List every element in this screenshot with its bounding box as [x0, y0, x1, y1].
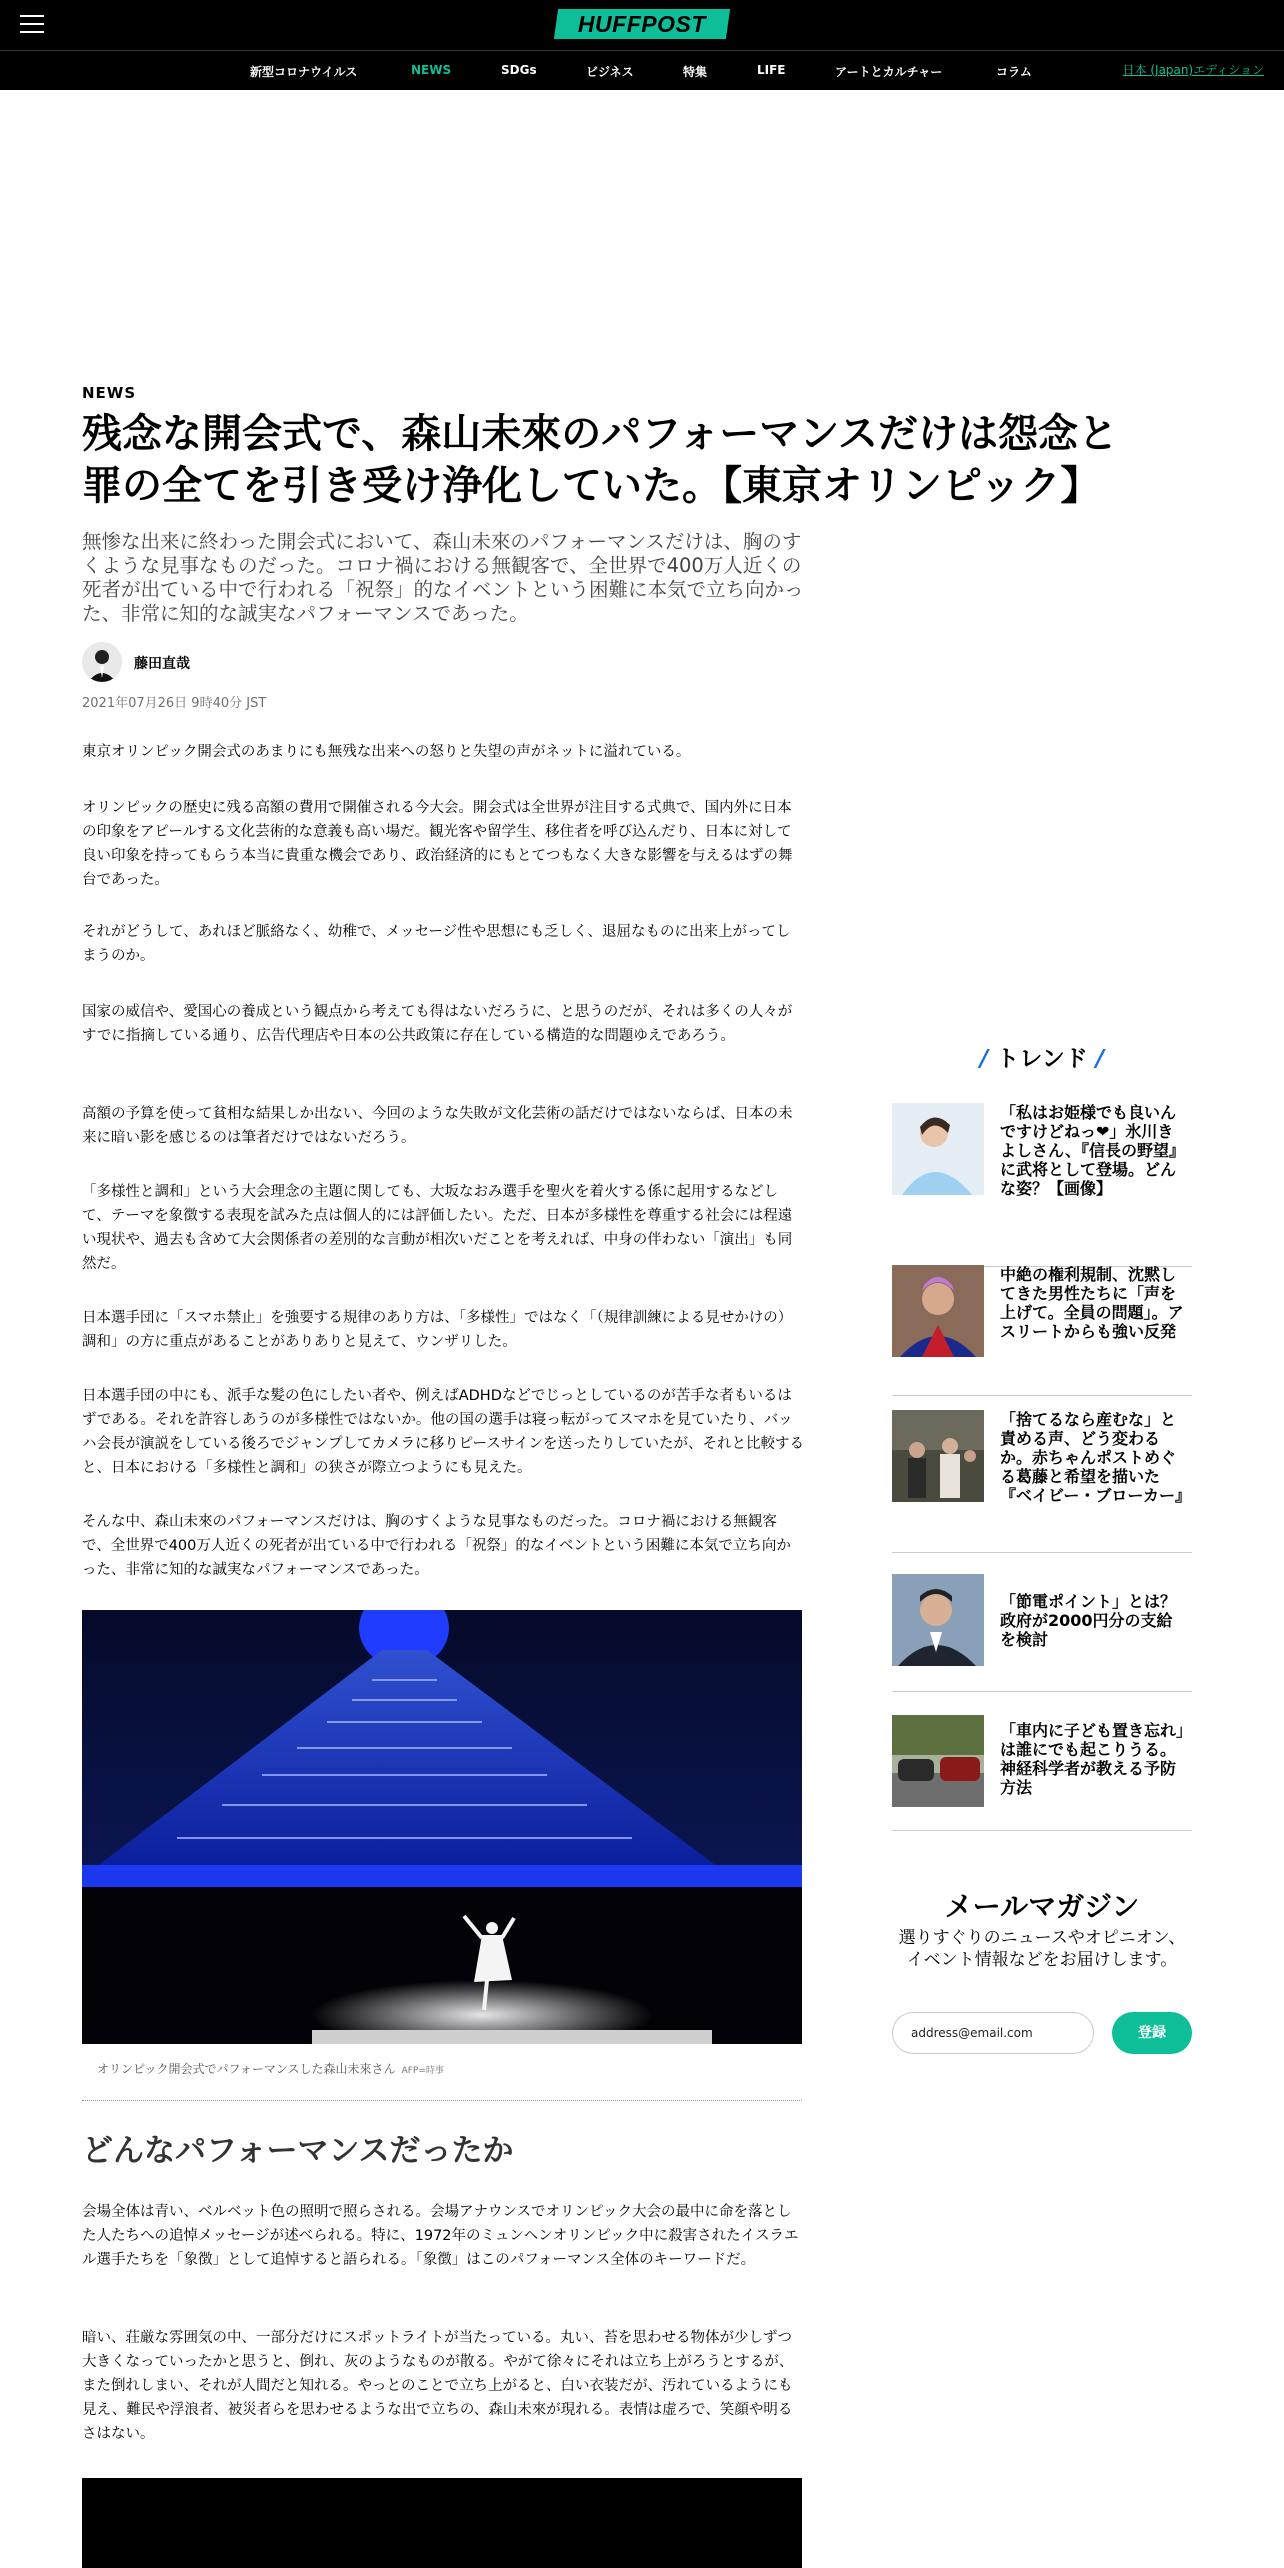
trend-thumbnail [892, 1715, 984, 1807]
divider [892, 1552, 1192, 1553]
trend-title-text: トレンド [996, 1046, 1088, 1072]
trend-headline[interactable]: 「捨てるなら産むな」と責める声、どう変わるか。赤ちゃんポストめぐる葛藤と希望を描いた『ベイビー・ブローカー』 [1000, 1410, 1192, 1505]
top-bar [0, 0, 1284, 50]
paragraph: それがどうして、あれほど脈絡なく、幼稚で、メッセージ性や思想にも乏しく、退屈なものに出来上がってしまうのか。 [82, 924, 791, 964]
author-name[interactable]: 藤田直哉 [134, 656, 190, 672]
divider [82, 2100, 802, 2101]
photo-credit: AFP=時事 [401, 2066, 444, 2076]
edition-link[interactable]: 日本 (Japan)エディション [1122, 63, 1264, 77]
trend-thumbnail [892, 1265, 984, 1357]
trend-headline[interactable]: 中絶の権利規制、沈黙してきた男性たちに「声を上げて。全員の問題」。アスリートからも強い反発 [1000, 1265, 1184, 1341]
caption-text: オリンピック開会式でパフォーマンスした森山未來さん [97, 2062, 396, 2076]
paragraph: 会場全体は青い、ベルベット色の照明で照らされる。会場アナウンスでオリンピック大会の最中に命を落とした人たちへの追悼メッセージが述べられる。特に、1972年のミュンヘンオリンピック中に殺害されたイスラエル選手たちを「象徴」として追悼すると語られる。「象徴」はこのパフォーマンス全体のキーワードだ。 [82, 2204, 799, 2268]
trend-headline[interactable]: 「節電ポイント」とは？政府が2000円分の支給を検討 [1000, 1592, 1177, 1649]
menu-icon[interactable] [20, 15, 44, 35]
nav-business[interactable]: ビジネス [586, 65, 634, 79]
newsletter-title: メールマガジン [944, 1890, 1140, 1923]
nav-column[interactable]: コラム [996, 65, 1032, 79]
section-nav [0, 50, 1284, 90]
trend-thumbnail [892, 1574, 984, 1666]
divider [892, 1691, 1192, 1692]
paragraph: 東京オリンピック開会式のあまりにも無残な出来への怒りと失望の声がネットに溢れている。 [82, 744, 691, 760]
newsletter-description: 選りすぐりのニュースやオピニオン、イベント情報などをお届けします。 [898, 1928, 1186, 1970]
nav-news[interactable]: NEWS [411, 63, 452, 77]
email-input[interactable] [892, 2012, 1094, 2054]
trend-thumbnail [892, 1103, 984, 1195]
paragraph: 日本選手団に「スマホ禁止」を強要する規律のあり方は、「多様性」ではなく「（規律訓練による見せかけの）調和」の方に重点があることがありありと見えて、ウンザリした。 [82, 1310, 793, 1350]
slash-icon: / [1095, 1046, 1105, 1072]
trend-heading [892, 1040, 1192, 1073]
divider [892, 1395, 1192, 1396]
paragraph: そんな中、森山未來のパフォーマンスだけは、胸のすくような見事なものだった。コロナ禍における無観客で、全世界で400万人近くの死者が出ている中で行われる「祝祭」的なイベントという困難に本気で立ち向かった、非常に知的な誠実なパフォーマンスであった。 [82, 1514, 791, 1578]
trend-thumbnail [892, 1410, 984, 1502]
paragraph: 国家の威信や、愛国心の養成という観点から考えても得はないだろうに、と思うのだが、それは多くの人々がすでに指摘している通り、広告代理店や日本の公共政策に存在している構造的な問題ゆえであろう。 [82, 1004, 793, 1044]
paragraph: 「多様性と調和」という大会理念の主題に関しても、大坂なおみ選手を聖火を着火する係に起用するなどして、テーマを象徴する表現を試みた点は個人的には評価したい。ただ、日本が多様性を尊重する社会には程遠い現状や、過去も含めて大会関係者の差別的な言動が相次いだことを考えれば、中身の伴わない「演出」も同然だ。 [82, 1184, 793, 1272]
paragraph: オリンピックの歴史に残る高額の費用で開催される今大会。開会式は全世界が注目する式典で、国内外に日本の印象をアピールする文化芸術的な意義も高い場だ。観光客や留学生、移住者を呼び込んだり、日本に対して良い印象を持ってもらう本当に貴重な機会であり、政治経済的にもとてつもなく大きな影響を与えるはずの舞台であった。 [82, 800, 793, 888]
photo-caption [97, 2060, 444, 2077]
paragraph: 暗い、荘厳な雰囲気の中、一部分だけにスポットライトが当たっている。丸い、苔を思わせる物体が少しずつ大きくなっていったかと思うと、倒れ、灰のようなものが散る。やがて徐々にそれは立ち上がろうとするが、また倒れしまい、それが人間だと知れる。やっとのことで立ち上がると、白い衣装だが、汚れているようにも見え、難民や浮浪者、被災者らを思わせるような出で立ちの、森山未來が現れる。表情は虚ろで、笑顔や明るさはない。 [82, 2330, 794, 2442]
article-title: 残念な開会式で、森山未來のパフォーマンスだけは怨念と罪の全てを引き受け浄化していた。【東京オリンピック】 [82, 411, 1118, 509]
slash-icon: / [979, 1046, 989, 1072]
section-heading: どんなパフォーマンスだったか [82, 2133, 514, 2169]
author-avatar[interactable] [82, 642, 122, 682]
timestamp: 2021年07月26日 9時40分 JST [82, 696, 267, 711]
logo-text: HUFFPOST [578, 10, 706, 37]
article-dek: 無惨な出来に終わった開会式において、森山未來のパフォーマンスだけは、胸のすくような見事なものだった。コロナ禍における無観客で、全世界で400万人近くの死者が出ている中で行われる「祝祭」的なイベントという困難に本気で立ち向かった、非常に知的な誠実なパフォーマンスであった。 [82, 530, 804, 625]
nav-coronavirus[interactable]: 新型コロナウイルス [250, 65, 358, 79]
nav-features[interactable]: 特集 [683, 65, 708, 79]
trend-headline[interactable]: 「車内に子ども置き忘れ」は誰にでも起こりうる。神経科学者が教える予防方法 [1000, 1721, 1185, 1797]
video-player[interactable] [82, 2478, 802, 2568]
trend-headline[interactable]: 「私はお姫様でも良いんですけどねっ❤︎」氷川きよしさん、『信長の野望』に武将として登場。どんな姿？【画像】 [1000, 1103, 1185, 1198]
author-photo [82, 642, 122, 682]
ad-space [0, 90, 1284, 370]
paragraph: 高額の予算を使って貧相な結果しか出ない、今回のような失敗が文化芸術の話だけではないならば、日本の未来に暗い影を感じるのは筆者だけではないだろう。 [82, 1106, 793, 1146]
nav-life[interactable]: LIFE [757, 63, 786, 77]
paragraph: 日本選手団の中にも、派手な髪の色にしたい者や、例えばADHDなどでじっとしているのが苦手な者もいるはずである。それを許容しあうのが多様性ではないか。他の国の選手は寝っ転がってスマホを見ていたり、バッハ会長が演説をしている後ろでジャンプしてカメラに移りピースサインを送ったりしていたが、それと比較すると、日本における「多様性と調和」の狭さが際立つようにも見えた。 [82, 1388, 804, 1476]
article-photo [82, 1610, 802, 2044]
huffpost-logo[interactable] [554, 9, 730, 39]
nav-art-culture[interactable]: アートとカルチャー [835, 65, 943, 79]
subscribe-button[interactable]: 登録 [1112, 2012, 1192, 2054]
stage-performance-image [82, 1610, 802, 2044]
article-kicker[interactable]: NEWS [82, 384, 137, 402]
nav-sdgs[interactable]: SDGs [501, 63, 537, 77]
divider [892, 1830, 1192, 1831]
